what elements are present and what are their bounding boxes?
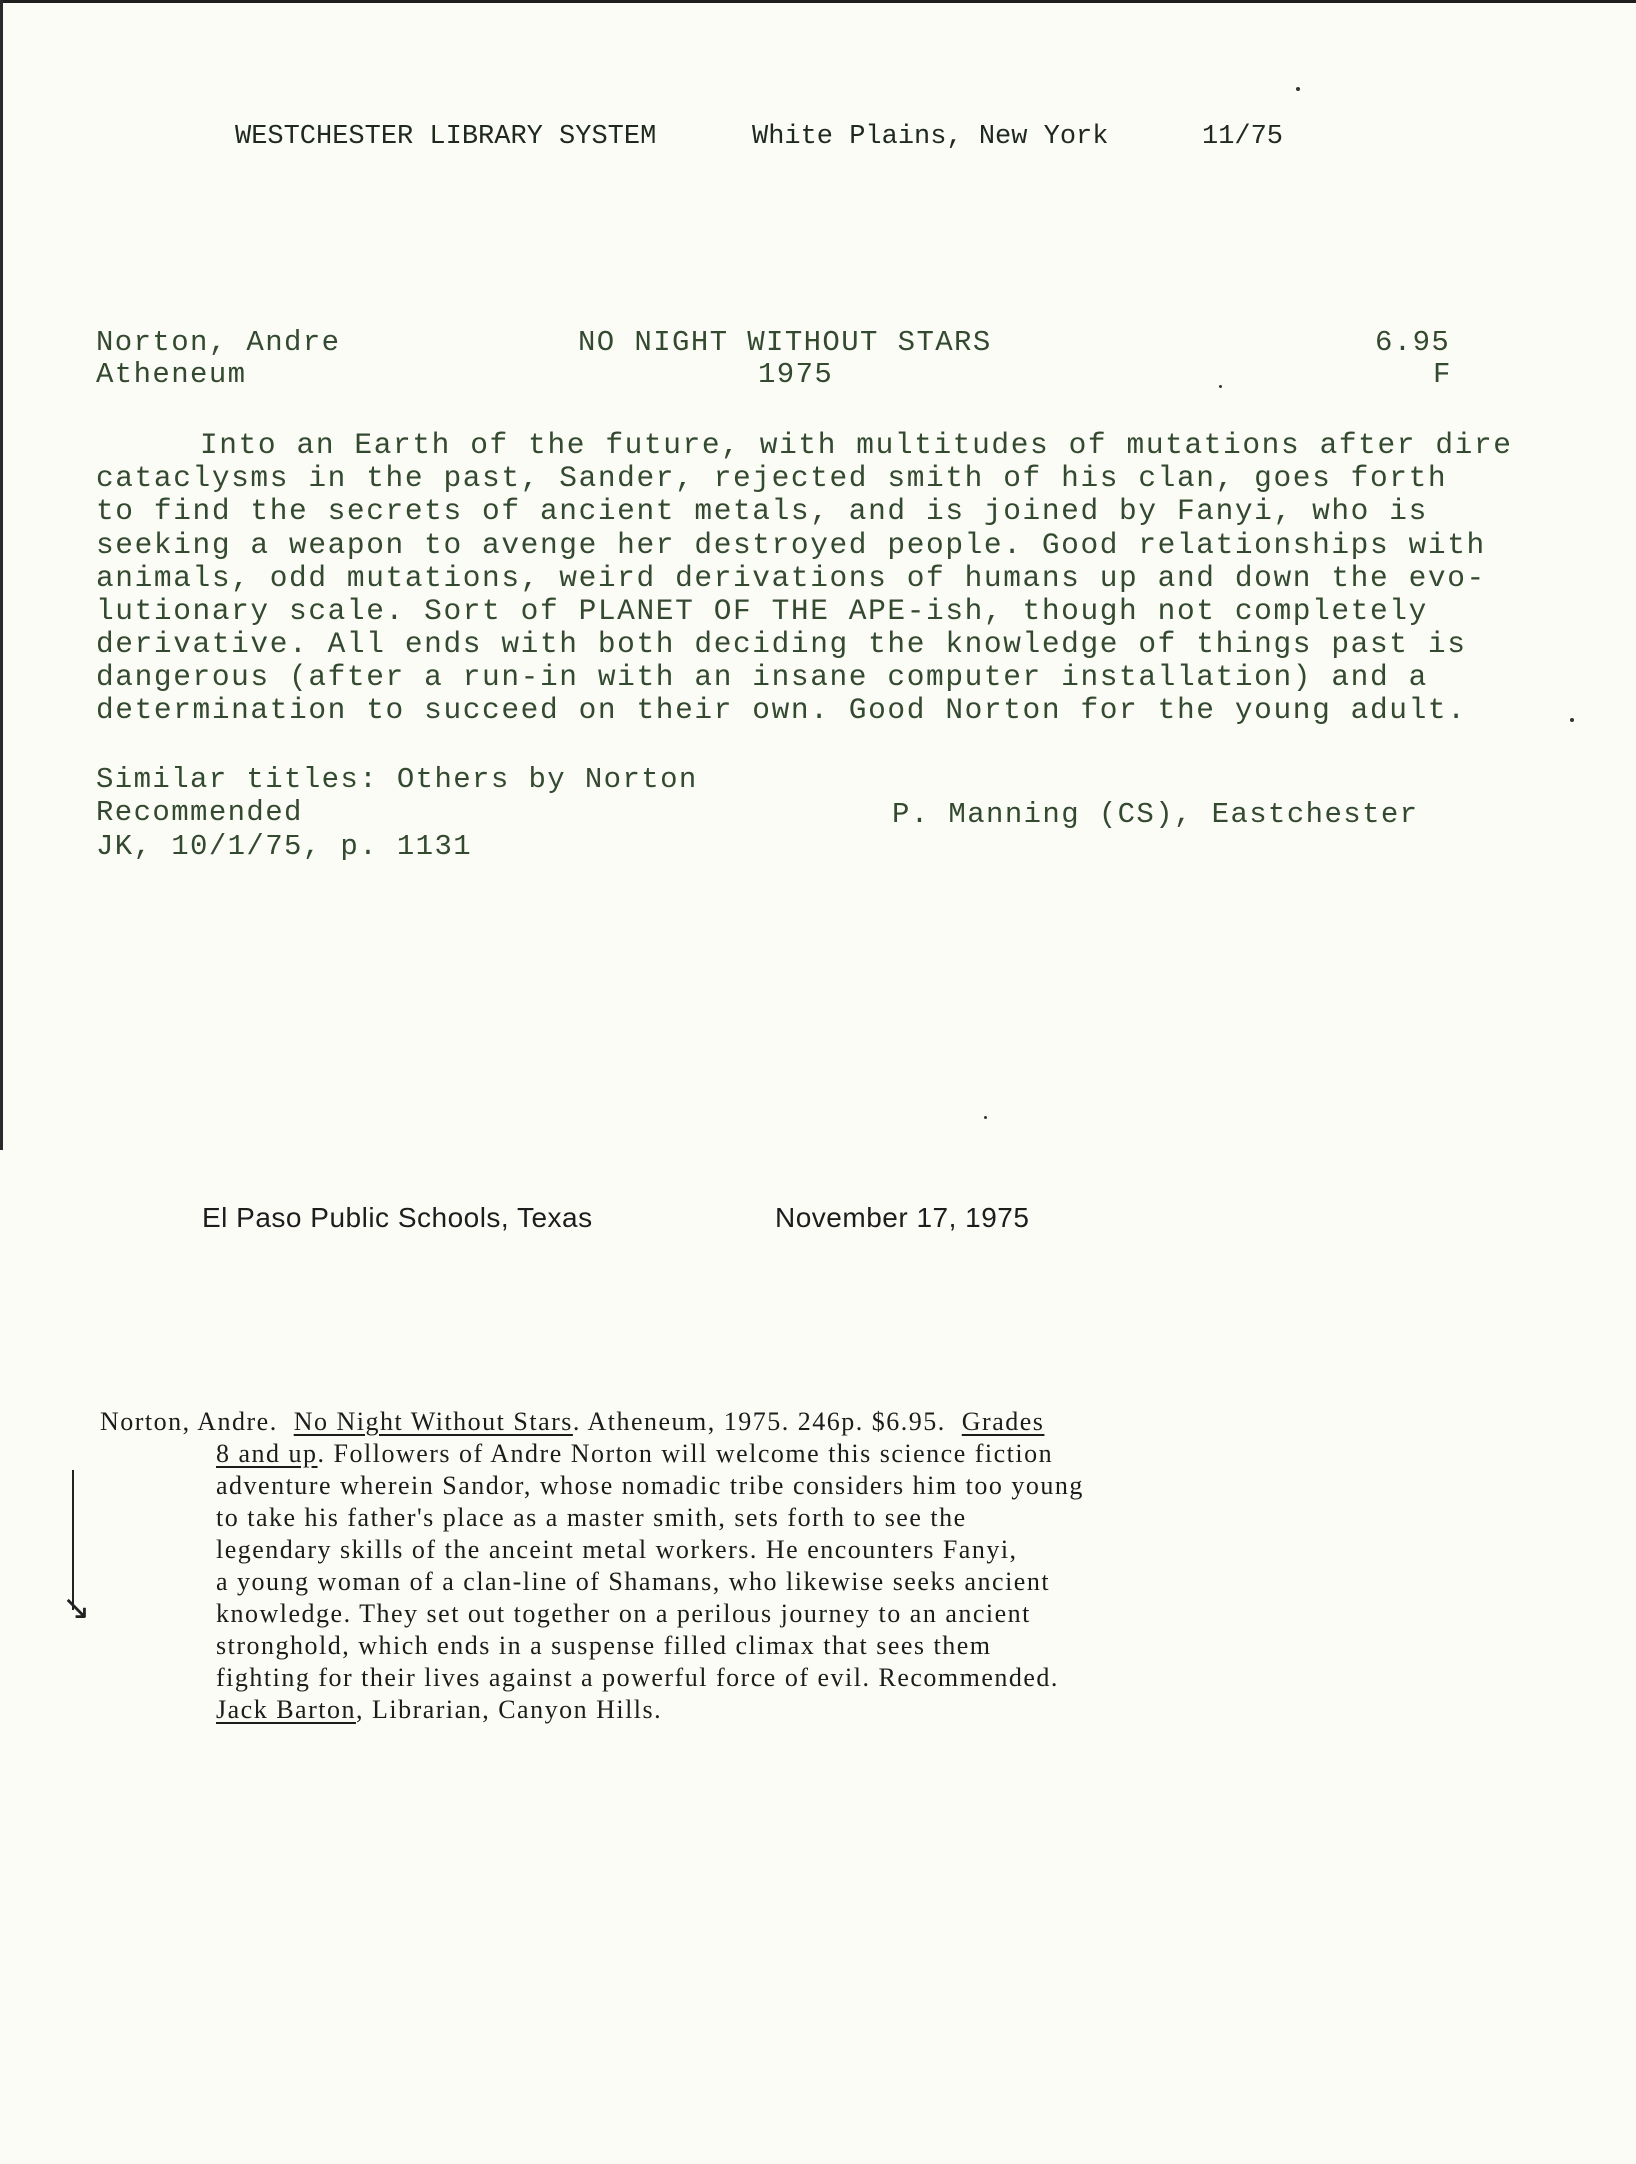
- review2-grades-label: Grades: [961, 1407, 1045, 1436]
- review1-publisher: Atheneum: [96, 358, 247, 391]
- review2-second-line: [216, 1439, 1053, 1469]
- review2-intro: . Followers of Andre Norton will welcome this science fiction: [317, 1439, 1054, 1468]
- review1-title: NO NIGHT WITHOUT STARS: [578, 326, 992, 359]
- review1-body-line: determination to succeed on their own. Good Norton for the young adult.: [96, 693, 1467, 727]
- review2-body-line: legendary skills of the anceint metal workers. He encounters Fanyi,: [216, 1535, 1018, 1564]
- review1-body-line: to find the secrets of ancient metals, and is joined by Fanyi, who is: [96, 494, 1428, 528]
- review1-body-line: lutionary scale. Sort of PLANET OF THE APE-ish, though not completely: [96, 594, 1428, 628]
- review2-body-line: adventure wherein Sandor, whose nomadic tribe considers him too young: [216, 1471, 1084, 1500]
- review1-year: 1975: [758, 358, 834, 391]
- review1-body-line: dangerous (after a run-in with an insane computer installation) and a: [96, 660, 1428, 694]
- review2-first-line: [100, 1407, 1044, 1437]
- ink-speck: [984, 1116, 987, 1119]
- left-edge-rule: [0, 0, 3, 1150]
- header2-org: El Paso Public Schools, Texas: [202, 1202, 593, 1233]
- header2-date: November 17, 1975: [775, 1202, 1030, 1233]
- review2-body-line: stronghold, which ends in a suspense filled climax that sees them: [216, 1631, 992, 1660]
- header1-date: 11/75: [1202, 122, 1284, 152]
- review1-category: F: [1433, 358, 1452, 391]
- review2-publication-info: . Atheneum, 1975. 246p. $6.95.: [572, 1407, 946, 1436]
- review2-title: No Night Without Stars: [293, 1407, 573, 1436]
- review1-recommendation: Recommended: [96, 796, 303, 829]
- review2-reviewer-name: Jack Barton: [216, 1695, 356, 1724]
- review1-author: Norton, Andre: [96, 326, 341, 359]
- header1-org: WESTCHESTER LIBRARY SYSTEM: [235, 122, 657, 152]
- review2-body-line: a young woman of a clan-line of Shamans, who likewise seeks ancient: [216, 1567, 1051, 1596]
- ink-speck: [1296, 87, 1300, 91]
- review1-similar: Similar titles: Others by Norton: [96, 763, 698, 796]
- review2-reviewer-affiliation: , Librarian, Canyon Hills.: [355, 1695, 663, 1724]
- review2-author: Norton, Andre.: [100, 1407, 278, 1436]
- review2-signature-line: [216, 1695, 662, 1725]
- review1-body-line: derivative. All ends with both deciding the knowledge of things past is: [96, 627, 1467, 661]
- review2-grade-range: 8 and up: [216, 1439, 318, 1468]
- review1-body-line: seeking a weapon to avenge her destroyed people. Good relationships with: [96, 528, 1486, 562]
- review1-price: 6.95: [1375, 326, 1451, 359]
- review2-body-line: to take his father's place as a master smith, sets forth to see the: [216, 1503, 967, 1532]
- review1-body-line: cataclysms in the past, Sander, rejected smith of his clan, goes forth: [96, 461, 1448, 495]
- top-edge-rule: [0, 0, 1636, 3]
- review1-reviewer: P. Manning (CS), Eastchester: [892, 798, 1419, 831]
- review2-body-line: knowledge. They set out together on a perilous journey to an ancient: [216, 1599, 1031, 1628]
- review1-body-line: Into an Earth of the future, with multitudes of mutations after dire: [200, 428, 1513, 462]
- review1-citation: JK, 10/1/75, p. 1131: [96, 830, 473, 863]
- review1-body-line: animals, odd mutations, weird derivations of humans up and down the evo-: [96, 561, 1486, 595]
- ink-speck: [1219, 385, 1222, 388]
- review2-body-line: fighting for their lives against a powerful force of evil. Recommended.: [216, 1663, 1059, 1692]
- ink-speck: [1570, 718, 1574, 722]
- margin-arrow-icon: ↘: [62, 1588, 91, 1628]
- header1-place: White Plains, New York: [752, 122, 1109, 152]
